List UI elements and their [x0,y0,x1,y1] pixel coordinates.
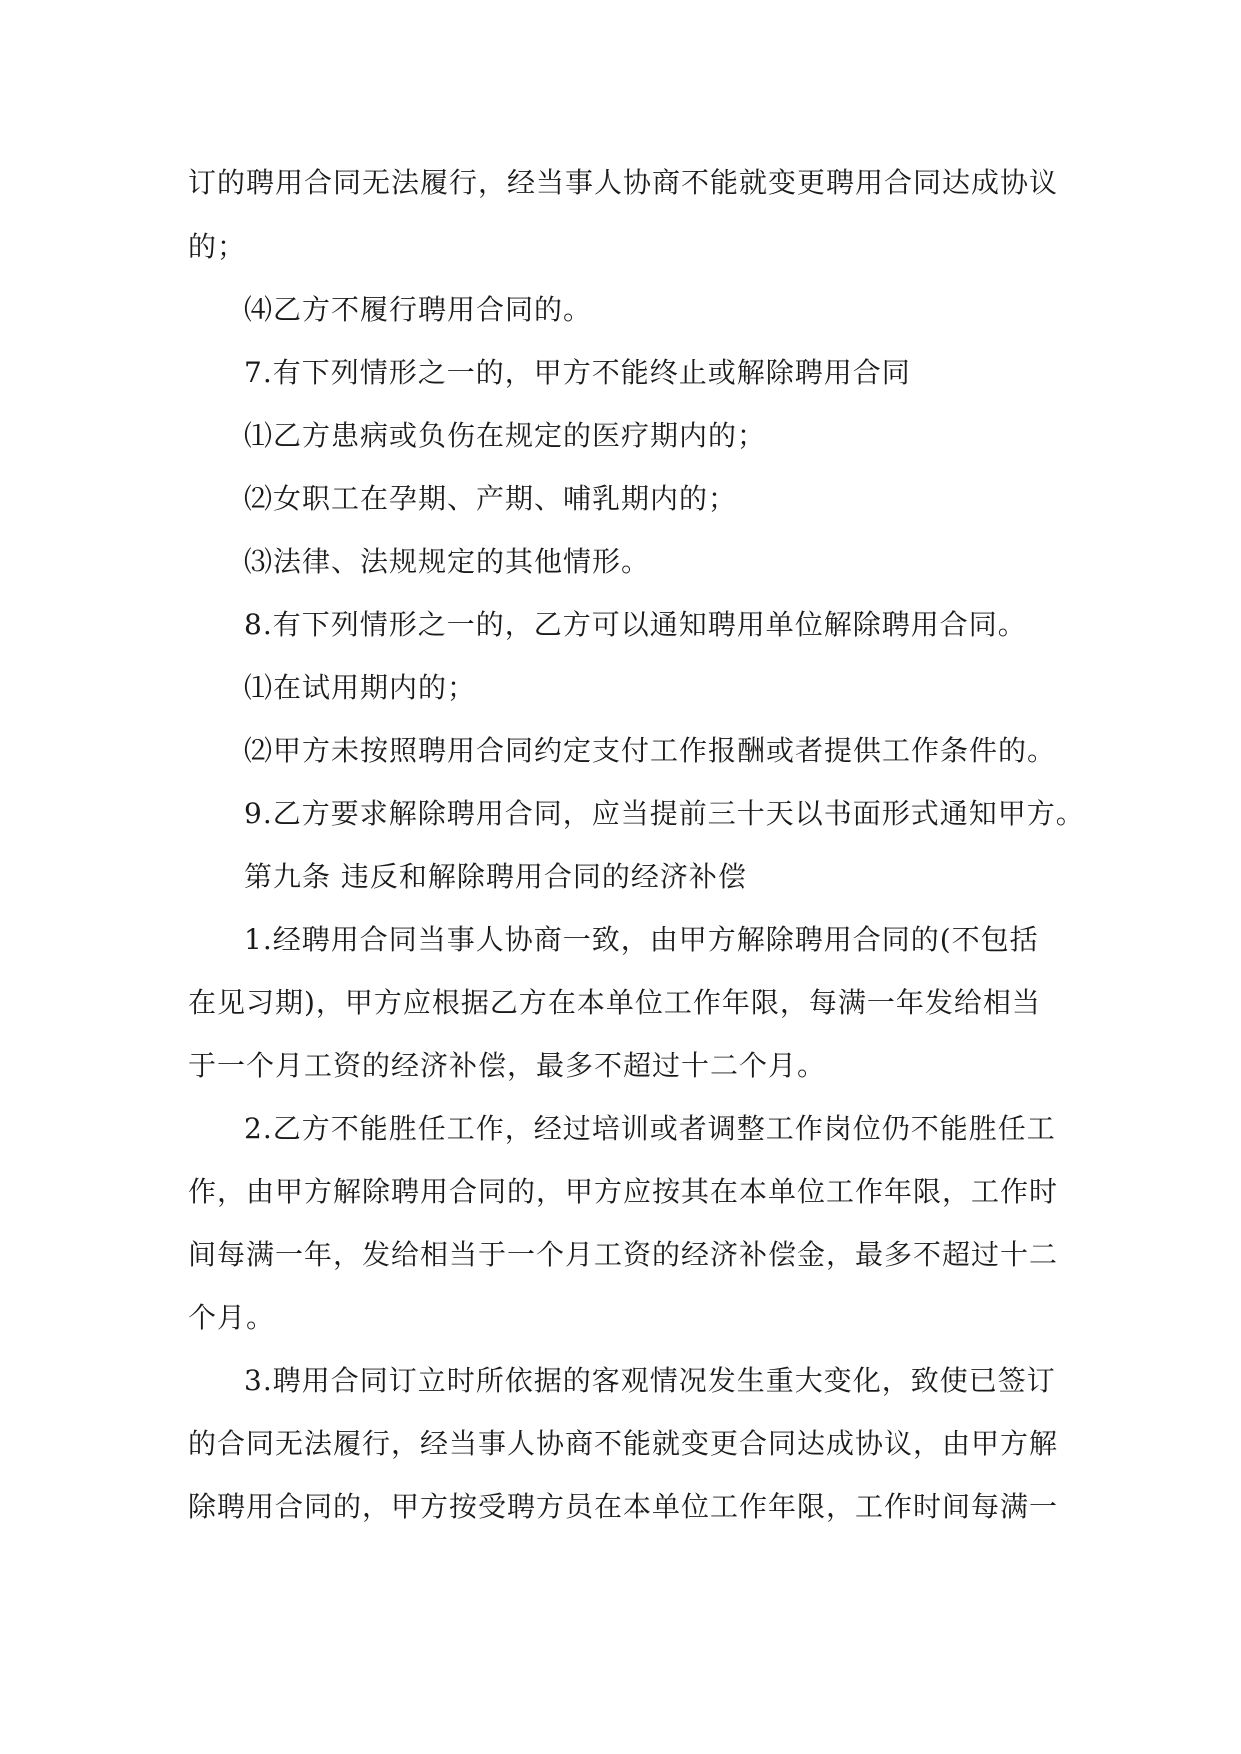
body-text-line: 在见习期)，甲方应根据乙方在本单位工作年限，每满一年发给相当 [188,986,1041,1019]
clause-text: 9.乙方要求解除聘用合同，应当提前三十天以书面形式通知甲方。 [244,797,1085,830]
list-item-text: ⑵甲方未按照聘用合同约定支付工作报酬或者提供工作条件的。 [244,734,1057,767]
body-text-line: 订的聘用合同无法履行，经当事人协商不能就变更聘用合同达成协议 [188,166,1059,199]
clause-heading: 7.有下列情形之一的，甲方不能终止或解除聘用合同 [244,356,911,389]
clause-heading: 8.有下列情形之一的，乙方可以通知聘用单位解除聘用合同。 [244,608,1027,641]
body-text-line: 作，由甲方解除聘用合同的，甲方应按其在本单位工作年限，工作时 [188,1175,1059,1208]
body-text-line: 间每满一年，发给相当于一个月工资的经济补偿金，最多不超过十二 [188,1238,1059,1271]
body-text-line: 于一个月工资的经济补偿，最多不超过十二个月。 [188,1049,827,1082]
body-text-line: 2.乙方不能胜任工作，经过培训或者调整工作岗位仍不能胜任工 [244,1112,1056,1145]
body-text-line: 个月。 [188,1301,276,1334]
list-item-text: ⑴乙方患病或负伤在规定的医疗期内的； [244,419,767,452]
list-item-text: ⑴在试用期内的； [244,671,477,704]
body-text-line: 3.聘用合同订立时所依据的客观情况发生重大变化，致使已签订 [244,1364,1056,1397]
list-item-text: ⑷乙方不履行聘用合同的。 [244,293,593,326]
body-text-line: 1.经聘用合同当事人协商一致，由甲方解除聘用合同的(不包括 [244,923,1039,956]
body-text-line: 的； [188,230,247,263]
body-text-line: 除聘用合同的，甲方按受聘方员在本单位工作年限，工作时间每满一 [188,1490,1059,1523]
list-item-text: ⑵女职工在孕期、产期、哺乳期内的； [244,482,738,515]
list-item-text: ⑶法律、法规规定的其他情形。 [244,545,651,578]
article-heading: 第九条 违反和解除聘用合同的经济补偿 [244,860,747,893]
body-text-line: 的合同无法履行，经当事人协商不能就变更合同达成协议，由甲方解 [188,1427,1059,1460]
